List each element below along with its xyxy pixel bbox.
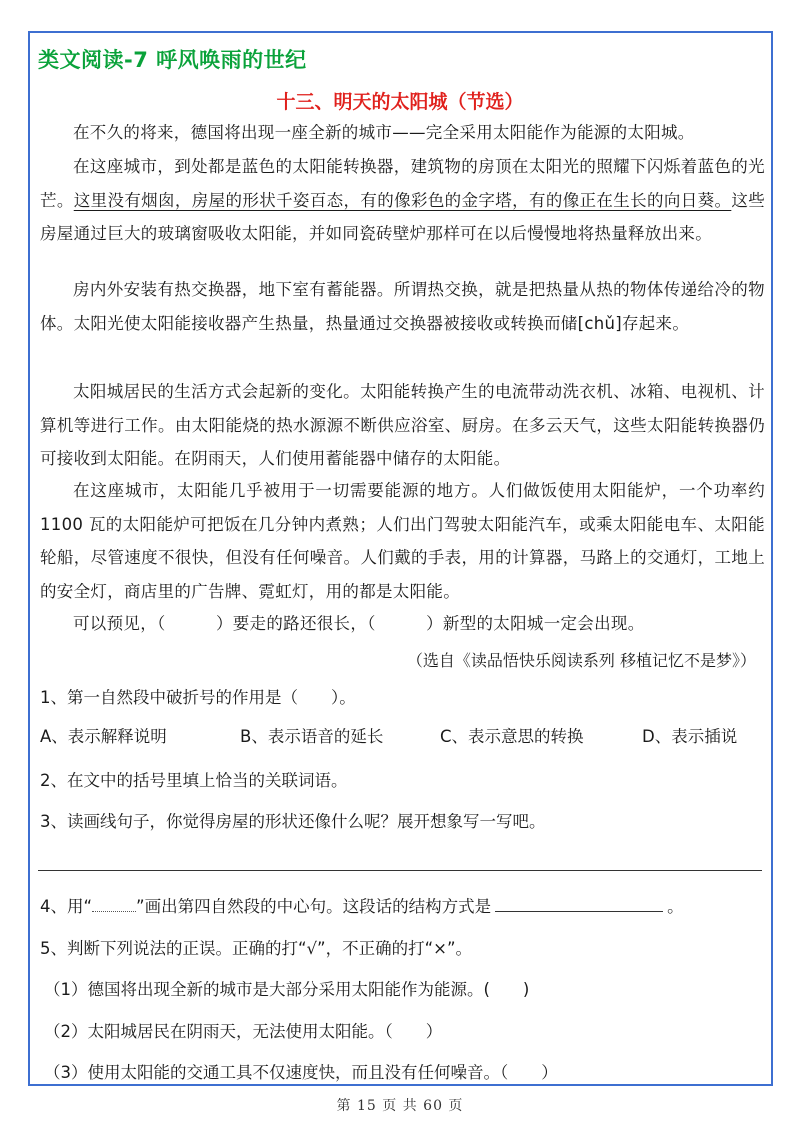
question-4 xyxy=(40,893,684,917)
paragraph-1: 在不久的将来，德国将出现一座全新的城市——完全采用太阳能作为能源的太阳城。 xyxy=(73,123,695,142)
option-c: C、表示意思的转换 xyxy=(440,727,584,746)
paragraph-2-end: 这些房屋通过巨大的玻璃窗吸收太阳能，并如同瓷砖壁炉那样可在以后慢慢地将热量释放出来。 xyxy=(40,190,765,243)
question-4-middle: ”画出第四自然段的中心句。这段话的结构方式是 xyxy=(136,897,492,916)
question-5: 5、判断下列说法的正误。正确的打“√”，不正确的打“×”。 xyxy=(40,939,473,958)
option-d: D、表示插说 xyxy=(642,727,738,746)
paragraph-4: 太阳城居民的生活方式会起新的变化。太阳能转换产生的电流带动洗衣机、冰箱、电视机、计算机等进行工作。由太阳能烧的热水源源不断供应浴室、厨房。在多云天气，这些太阳能转换器仍可接收到太阳能。在阴雨天，人们使用蓄能器中储存的太阳能。 xyxy=(40,382,765,468)
question-5-item-2: （2）太阳城居民在阴雨天，无法使用太阳能。（ ） xyxy=(44,1022,443,1041)
question-1: 1、第一自然段中破折号的作用是（ ）。 xyxy=(40,688,356,707)
question-1-options xyxy=(40,723,760,747)
answer-line[interactable] xyxy=(38,870,762,871)
paragraph-2 xyxy=(40,150,765,251)
question-4-prefix: 4、用“ xyxy=(40,897,93,916)
article-title: 十三、明天的太阳城（节选） xyxy=(276,91,524,113)
option-b: B、表示语音的延长 xyxy=(240,727,384,746)
question-4-answer-blank[interactable] xyxy=(495,895,663,912)
question-5-item-1: （1）德国将出现全新的城市是大部分采用太阳能作为能源。( ) xyxy=(44,980,530,999)
question-4-suffix: 。 xyxy=(667,897,684,916)
dotted-line-sample xyxy=(92,897,136,912)
question-5-item-3: （3）使用太阳能的交通工具不仅速度快，而且没有任何噪音。（ ） xyxy=(44,1063,558,1082)
paragraph-6: 可以预见，（ ）要走的路还很长，（ ）新型的太阳城一定会出现。 xyxy=(73,614,645,633)
paragraph-2-start: 在这座城市，到处都是蓝色的太阳能转换器，建筑物的房顶在太阳光的照耀下闪烁着蓝色的光芒。 xyxy=(40,157,765,210)
source-citation: （选自《读品悟快乐阅读系列 移植记忆不是梦》） xyxy=(406,651,756,670)
page-number: 第 15 页 共 60 页 xyxy=(336,1098,464,1114)
paragraph-3: 房内外安装有热交换器，地下室有蓄能器。所谓热交换，就是把热量从热的物体传递给冷的物体。太阳光使太阳能接收器产生热量，热量通过交换器被接收或转换而储[chǔ]存起来。 xyxy=(40,280,765,333)
question-2: 2、在文中的括号里填上恰当的关联词语。 xyxy=(40,771,348,790)
paragraph-5: 在这座城市，太阳能几乎被用于一切需要能源的地方。人们做饭使用太阳能炉，一个功率约 1100 瓦的太阳能炉可把饭在几分钟内煮熟；人们出门驾驶太阳能汽车，或乘太阳能电车、太阳能轮船，尽管速度不很快，但没有任何噪音。人们戴的手表，用的计算器，马路上的交通灯，工地上的安全灯，商店里的广告牌、霓虹灯，用的都是太阳能。 xyxy=(40,481,765,601)
series-title: 类文阅读-7 呼风唤雨的世纪 xyxy=(38,48,307,72)
option-a: A、表示解释说明 xyxy=(40,727,167,746)
underlined-sentence: 这里没有烟囱，房屋的形状千姿百态，有的像彩色的金字塔，有的像正在生长的向日葵。 xyxy=(73,190,732,210)
question-3: 3、读画线句子，你觉得房屋的形状还像什么呢？展开想象写一写吧。 xyxy=(40,812,546,831)
